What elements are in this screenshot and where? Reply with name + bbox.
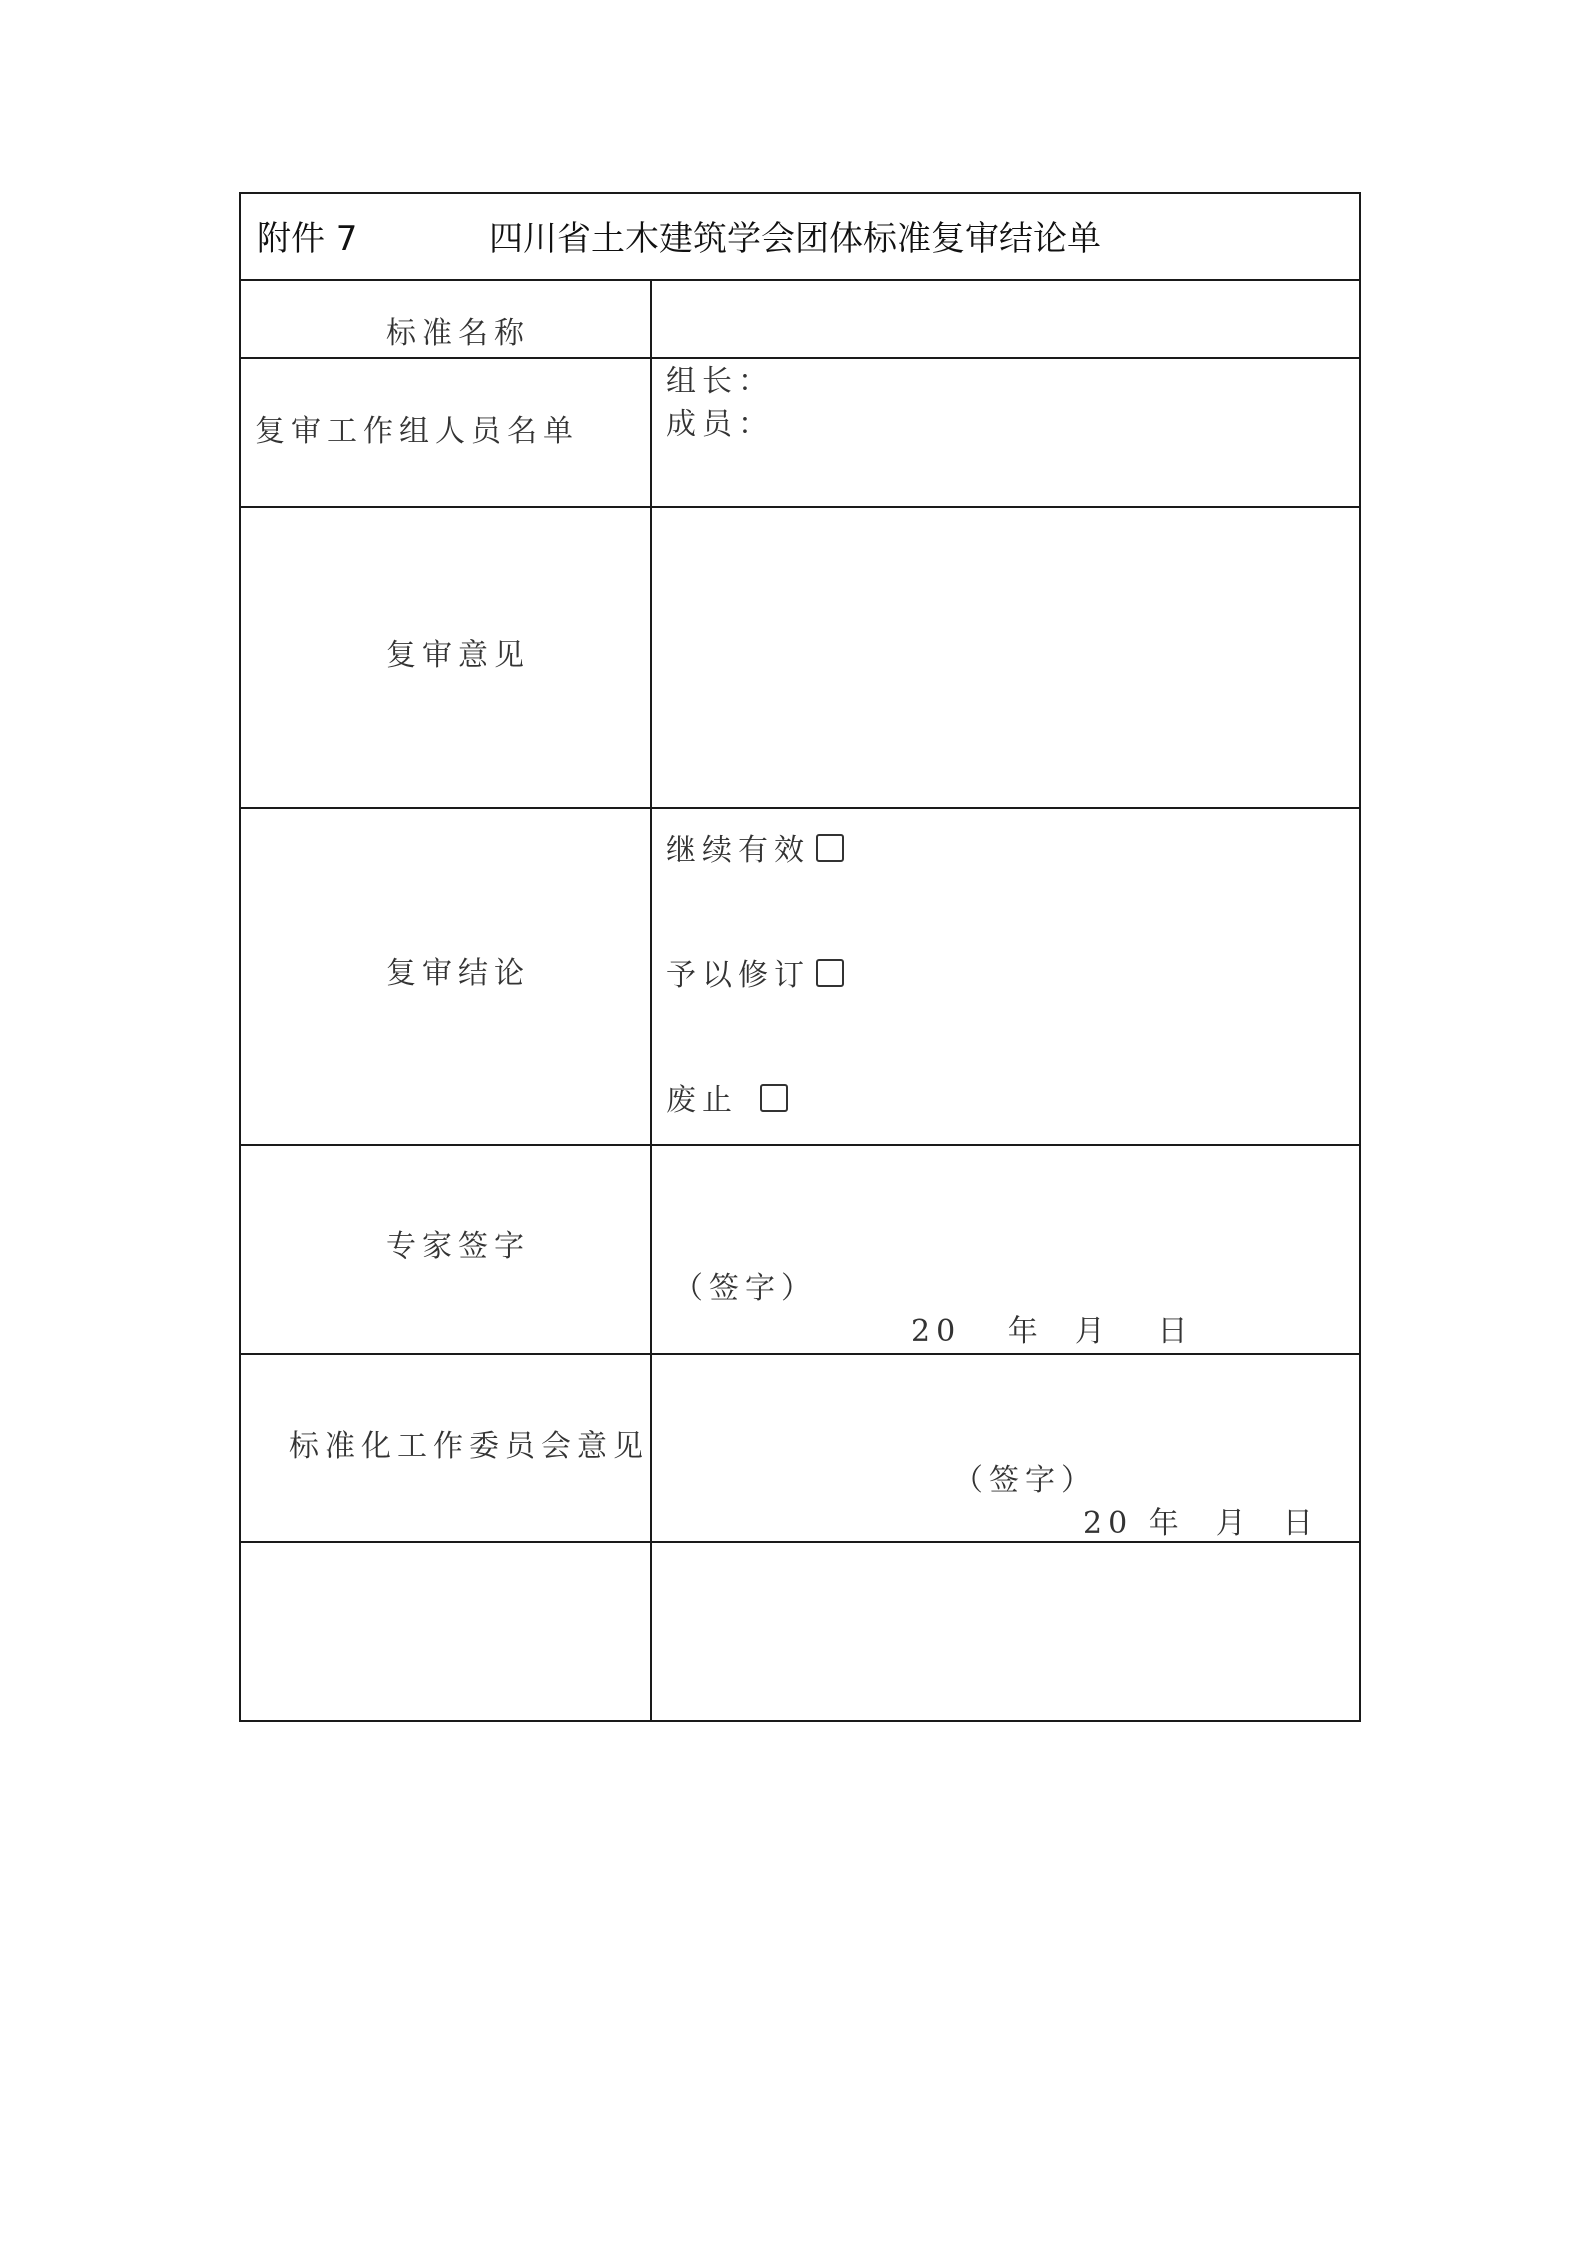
option-label: 继续有效 — [666, 833, 810, 868]
blank-cell-left — [241, 1544, 648, 1720]
standard-name-field[interactable] — [653, 282, 1358, 356]
committee-opinion-label: 标准化工作委员会意见 — [289, 1429, 649, 1464]
row-divider — [241, 807, 1359, 809]
leader-label: 组长： — [666, 364, 774, 399]
expert-sign-date: 20 年 月 日 — [911, 1314, 1194, 1349]
review-opinion-label: 复审意见 — [386, 638, 530, 673]
attachment-label: 附件 7 — [257, 219, 358, 259]
row-divider — [241, 1541, 1359, 1543]
members-label: 成员： — [666, 407, 774, 442]
row-divider — [241, 506, 1359, 508]
standard-name-label: 标准名称 — [386, 316, 530, 351]
committee-sign-date: 20 年 月 日 — [1083, 1506, 1319, 1541]
row-divider — [241, 357, 1359, 359]
option-label: 废止 — [666, 1083, 738, 1118]
row-divider — [241, 1353, 1359, 1355]
option-abolish[interactable] — [666, 1084, 788, 1116]
review-form-table — [239, 192, 1361, 1722]
row-divider — [241, 1144, 1359, 1146]
page-title: 四川省土木建筑学会团体标准复审结论单 — [489, 219, 1101, 259]
option-label: 予以修订 — [666, 958, 810, 993]
option-revise[interactable] — [666, 959, 844, 991]
conclusion-label: 复审结论 — [386, 956, 530, 991]
option-continue-valid[interactable] — [666, 834, 844, 866]
expert-sign-label: 专家签字 — [386, 1229, 530, 1264]
blank-cell-right[interactable] — [653, 1544, 1358, 1720]
column-divider — [650, 279, 652, 1720]
checkbox-icon[interactable] — [760, 1084, 788, 1112]
checkbox-icon[interactable] — [816, 959, 844, 987]
row-divider — [241, 279, 1359, 281]
checkbox-icon[interactable] — [816, 834, 844, 862]
group-members-label: 复审工作组人员名单 — [255, 414, 579, 449]
expert-sign-note: （签字） — [673, 1271, 817, 1306]
committee-sign-note: （签字） — [953, 1463, 1097, 1498]
review-opinion-field[interactable] — [653, 510, 1358, 805]
